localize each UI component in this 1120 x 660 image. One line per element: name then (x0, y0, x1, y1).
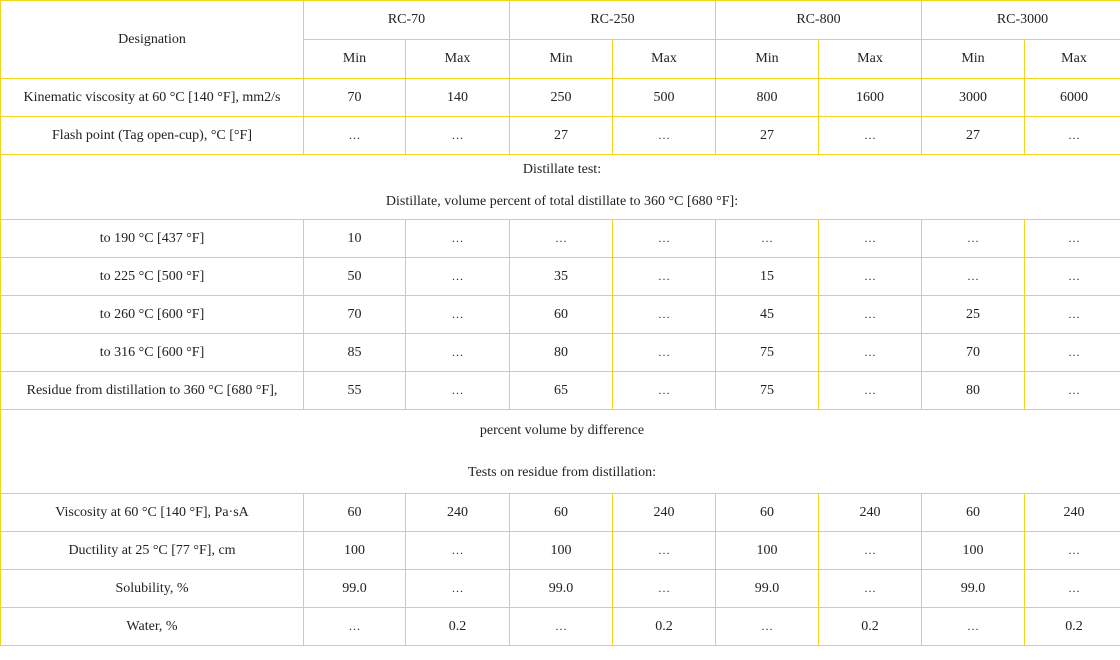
max-header: Max (1025, 40, 1120, 79)
value-cell: 75 (716, 372, 819, 410)
section-note: percent volume by difference (1, 410, 1120, 453)
value-cell: … (819, 220, 922, 258)
value-cell: … (304, 608, 406, 646)
value-cell: 1600 (819, 79, 922, 117)
value-cell: 100 (304, 532, 406, 570)
row-label: Kinematic viscosity at 60 °C [140 °F], mm2/s (1, 79, 304, 117)
max-header: Max (406, 40, 510, 79)
value-cell: 80 (922, 372, 1025, 410)
value-cell: 65 (510, 372, 613, 410)
min-header: Min (716, 40, 819, 79)
section-row (1, 155, 1120, 185)
value-cell: … (819, 117, 922, 155)
value-cell: … (406, 258, 510, 296)
value-cell: 60 (510, 494, 613, 532)
min-header: Min (304, 40, 406, 79)
grade-header: RC-250 (510, 1, 716, 40)
value-cell: 55 (304, 372, 406, 410)
value-cell: … (1025, 570, 1120, 608)
value-cell: … (922, 608, 1025, 646)
row-label: Residue from distillation to 360 °C [680 °F], (1, 372, 304, 410)
value-cell: … (406, 117, 510, 155)
value-cell: … (1025, 258, 1120, 296)
value-cell: 75 (716, 334, 819, 372)
row-label: to 260 °C [600 °F] (1, 296, 304, 334)
row-label: to 190 °C [437 °F] (1, 220, 304, 258)
value-cell: … (819, 570, 922, 608)
min-header: Min (510, 40, 613, 79)
value-cell: … (819, 532, 922, 570)
value-cell: … (406, 220, 510, 258)
grade-header: RC-3000 (922, 1, 1120, 40)
value-cell: 99.0 (510, 570, 613, 608)
value-cell: 0.2 (613, 608, 716, 646)
value-cell: 99.0 (716, 570, 819, 608)
value-cell: 99.0 (922, 570, 1025, 608)
section-row (1, 184, 1120, 220)
value-cell: 85 (304, 334, 406, 372)
value-cell: 0.2 (406, 608, 510, 646)
value-cell: 100 (922, 532, 1025, 570)
section-title: Tests on residue from distillation: (1, 452, 1120, 494)
value-cell: … (406, 296, 510, 334)
value-cell: 6000 (1025, 79, 1120, 117)
value-cell: … (819, 296, 922, 334)
table-row (1, 296, 1120, 334)
table-row (1, 334, 1120, 372)
value-cell: 500 (613, 79, 716, 117)
value-cell: 27 (716, 117, 819, 155)
value-cell: … (922, 258, 1025, 296)
row-label: Solubility, % (1, 570, 304, 608)
value-cell: 240 (613, 494, 716, 532)
table-row (1, 258, 1120, 296)
value-cell: 35 (510, 258, 613, 296)
value-cell: … (510, 608, 613, 646)
value-cell: 15 (716, 258, 819, 296)
table-row (1, 79, 1120, 117)
value-cell: 80 (510, 334, 613, 372)
section-subtitle: Distillate, volume percent of total distillate to 360 °C [680 °F]: (1, 184, 1120, 220)
value-cell: … (406, 372, 510, 410)
value-cell: … (510, 220, 613, 258)
row-label: Ductility at 25 °C [77 °F], cm (1, 532, 304, 570)
value-cell: … (406, 334, 510, 372)
value-cell: 50 (304, 258, 406, 296)
grade-header: RC-800 (716, 1, 922, 40)
value-cell: … (819, 372, 922, 410)
table-row (1, 117, 1120, 155)
value-cell: … (406, 570, 510, 608)
value-cell: … (613, 570, 716, 608)
value-cell: 800 (716, 79, 819, 117)
value-cell: … (1025, 117, 1120, 155)
value-cell: … (613, 220, 716, 258)
value-cell: … (613, 532, 716, 570)
section-row (1, 452, 1120, 494)
value-cell: … (819, 334, 922, 372)
row-label: Water, % (1, 608, 304, 646)
value-cell: 240 (819, 494, 922, 532)
value-cell: … (1025, 334, 1120, 372)
value-cell: … (1025, 296, 1120, 334)
value-cell: 3000 (922, 79, 1025, 117)
value-cell: 0.2 (1025, 608, 1120, 646)
value-cell: … (613, 296, 716, 334)
min-header: Min (922, 40, 1025, 79)
value-cell: … (819, 258, 922, 296)
row-label: to 316 °C [600 °F] (1, 334, 304, 372)
value-cell: … (1025, 220, 1120, 258)
designation-header: Designation (1, 1, 304, 79)
value-cell: 70 (304, 296, 406, 334)
table-row (1, 608, 1120, 646)
max-header: Max (819, 40, 922, 79)
section-title: Distillate test: (1, 155, 1120, 185)
value-cell: … (304, 117, 406, 155)
value-cell: 27 (510, 117, 613, 155)
value-cell: 99.0 (304, 570, 406, 608)
value-cell: 45 (716, 296, 819, 334)
value-cell: … (1025, 532, 1120, 570)
max-header: Max (613, 40, 716, 79)
row-label: to 225 °C [500 °F] (1, 258, 304, 296)
value-cell: … (922, 220, 1025, 258)
value-cell: 70 (922, 334, 1025, 372)
value-cell: … (613, 258, 716, 296)
grade-header: RC-70 (304, 1, 510, 40)
value-cell: 140 (406, 79, 510, 117)
value-cell: 70 (304, 79, 406, 117)
value-cell: 10 (304, 220, 406, 258)
header-row-grades (1, 1, 1120, 40)
value-cell: … (613, 117, 716, 155)
value-cell: 25 (922, 296, 1025, 334)
table-row (1, 570, 1120, 608)
table-row (1, 372, 1120, 410)
value-cell: 60 (716, 494, 819, 532)
row-label: Flash point (Tag open-cup), °C [°F] (1, 117, 304, 155)
value-cell: … (716, 608, 819, 646)
table-row (1, 220, 1120, 258)
value-cell: … (613, 334, 716, 372)
table-row (1, 494, 1120, 532)
value-cell: … (613, 372, 716, 410)
value-cell: 240 (406, 494, 510, 532)
row-label: Viscosity at 60 °C [140 °F], Pa·sA (1, 494, 304, 532)
value-cell: 100 (510, 532, 613, 570)
value-cell: 27 (922, 117, 1025, 155)
section-row (1, 410, 1120, 453)
table-row (1, 532, 1120, 570)
value-cell: 60 (304, 494, 406, 532)
value-cell: 100 (716, 532, 819, 570)
value-cell: 240 (1025, 494, 1120, 532)
value-cell: … (1025, 372, 1120, 410)
value-cell: 60 (922, 494, 1025, 532)
value-cell: 250 (510, 79, 613, 117)
value-cell: 0.2 (819, 608, 922, 646)
value-cell: … (716, 220, 819, 258)
value-cell: 60 (510, 296, 613, 334)
value-cell: … (406, 532, 510, 570)
